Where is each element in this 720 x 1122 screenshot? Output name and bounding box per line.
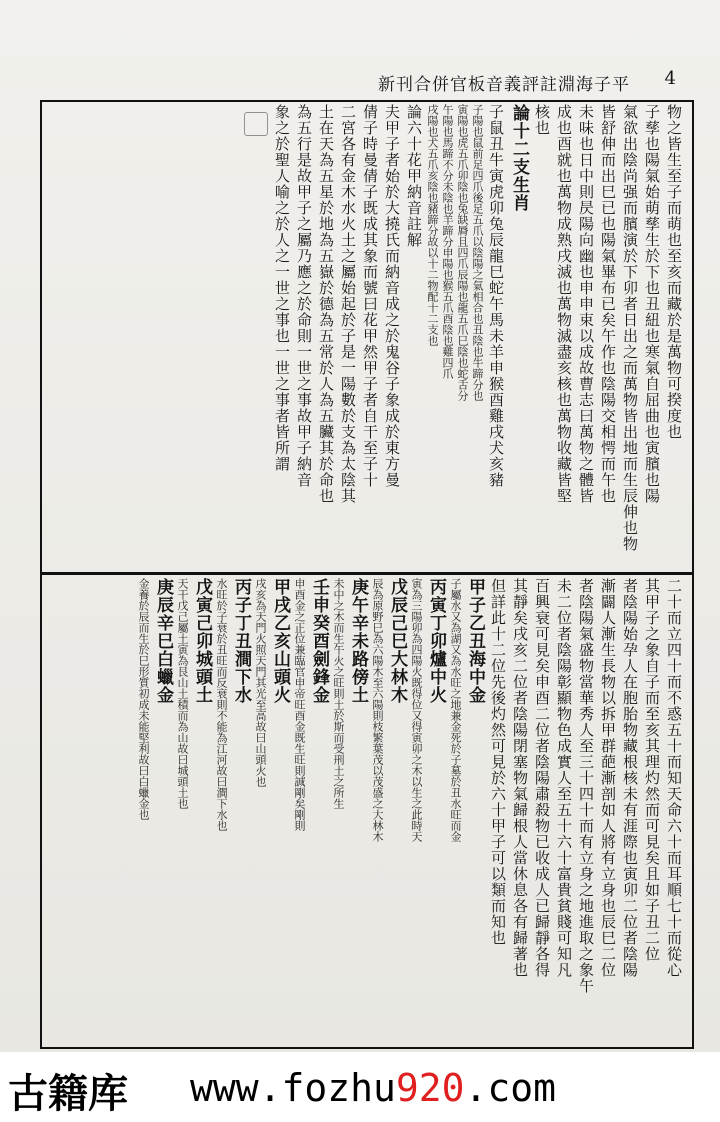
text-column: 甲戌乙亥山頭火	[270, 578, 290, 704]
text-column: 未中之木而生午火之旺則土於斯而受刑土之所生	[332, 578, 345, 809]
section-divider	[42, 572, 692, 575]
text-column: 子屬水又為湖又為水旺之地兼金死於子墓於丑水旺而金	[449, 578, 462, 842]
text-column: 倩子時曼倩子既成其象而號曰花甲然甲子者自干至子十	[361, 104, 379, 488]
text-column: 午陽也馬蹄不分未陰也羊蹄分申陽也猴五爪酉陰也雞四爪	[441, 104, 454, 379]
text-column: 庚午辛未路傍土	[348, 578, 368, 704]
text-column: 夫甲子者始於大撓氏而納音成之於鬼谷子象成於東方曼	[383, 104, 401, 488]
text-column: 天干戊己屬土寅為艮山土積而為山故曰城頭土也	[176, 578, 189, 809]
text-column: 寅陽也虎五爪卯陰也兔缺脣且四爪辰陽也龍五爪巳陰也蛇舌分	[456, 104, 469, 401]
text-column: 論六十花甲納音註解	[405, 104, 423, 248]
page-header	[40, 68, 680, 94]
text-column: 戊辰己巳大林木	[387, 578, 407, 704]
text-column: 百興衰可見矣申酉二位者陰陽肅殺物已收成人已歸靜各得	[533, 578, 551, 978]
site-url-prefix: www.fozhu	[190, 1066, 396, 1110]
bottom-text-panel	[50, 578, 684, 1040]
site-url-number: 920	[395, 1066, 465, 1110]
text-column: 未味也日中則昃陽向幽也申申束以成故曹志曰萬物之體皆	[577, 104, 595, 504]
text-column: 二十而立四十而不惑五十而知天命六十而耳順七十而從心	[665, 578, 683, 978]
text-column: 其甲子之象自子而至亥其理灼然而可見矣且如子丑二位	[643, 578, 661, 962]
text-column: 未二位者陰陽彰顯物色成實人至五十六十富貴貧賤可知凡	[555, 578, 573, 978]
text-column: 為五行是故甲子之屬乃應之於命則一世之事故甲子納音	[295, 104, 313, 488]
text-column: 者陰陽始孕人在胞胎物藏根核未有涯際也寅卯二位者陰陽	[621, 578, 639, 978]
text-column: 申酉金之正位兼臨官申帝旺酉金既生旺則誠剛矣剛則	[293, 578, 306, 831]
text-column: 水旺於子衰於丑旺而反衰則不能為江河故曰澗下水也	[215, 578, 228, 831]
text-column: 二宮各有金木水火土之屬始起於子是一陽數於支為太陰其	[339, 104, 357, 504]
site-url[interactable]	[190, 1066, 556, 1110]
top-text-panel	[50, 104, 684, 566]
page-number: 4	[664, 68, 676, 89]
text-column: 子鼠丑牛寅虎卯兔辰龍巳蛇午馬未羊申猴酉雞戌犬亥豬	[487, 104, 505, 488]
text-column: 成也酉就也萬物成熟戌滅也萬物滅盡亥核也萬物收藏皆堅	[555, 104, 573, 504]
text-column: 金養於辰而生於巳形質初成未能堅利故曰白蠟金也	[137, 578, 150, 820]
text-column: 丙子丁丑澗下水	[231, 578, 251, 704]
text-column: 子孳也陽氣始萌孳生於下也丑紐也寒氣自屈曲也寅臏也陽	[643, 104, 661, 504]
text-column: 論十二支生肖	[509, 104, 529, 212]
text-column: 子陽也鼠前足四爪後足五爪以陰陽之氣相合也丑陰也牛蹄分也	[471, 104, 484, 401]
text-column: 漸闢人漸生長物以拆甲群葩漸剖如人將有立身也辰巳二位	[599, 578, 617, 978]
text-column: 甲子乙丑海中金	[465, 578, 485, 704]
text-column: 丙寅丁卯爐中火	[426, 578, 446, 704]
text-column: 氣欲出陰尚强而臏演於下卯者日出之而萬物皆出地而生辰伸也物	[621, 104, 639, 552]
text-column: 但詳此十二位先後灼然可見於六十甲子可以類而知也	[489, 578, 507, 946]
text-column: 戌亥為天門火照天門其光至高故曰山頭火也	[254, 578, 267, 787]
text-column: 戊寅己卯城頭土	[192, 578, 212, 704]
site-brand: 古籍库	[8, 1071, 128, 1117]
text-column: 戌陽也犬五爪亥陰也豬蹄分故以十二物配十二支也	[426, 104, 439, 346]
site-url-suffix: .com	[464, 1066, 557, 1110]
text-column: 皆舒伸而出巳已也陽氣畢布已矣午作也陰陽交相愕而午也	[599, 104, 617, 504]
text-column: 土在天為五星於地為五嶽於德為五常於人為五臟其於命也	[317, 104, 335, 504]
text-column: 其靜矣戌亥二位者陰陽閉塞物氣歸根人當休息各有歸著也	[511, 578, 529, 978]
text-column: 壬申癸酉劍鋒金	[309, 578, 329, 704]
text-column: 者陰陽氣盛物當華秀人至三十四十而有立身之地進取之象午	[577, 578, 595, 994]
text-column: 辰為原野巳為六陽木至六陽則枝繁葉茂以茂盛之大林木	[371, 578, 384, 842]
text-column: 物之皆生至子而萌也至亥而藏於是萬物可揆度也	[665, 104, 683, 440]
watermark-footer	[0, 1052, 720, 1122]
book-title: 新刊合併官板音義評註淵海子平	[378, 75, 630, 95]
text-column: 象之於聖人喻之於人之一世之事也一世之事者皆所謂	[273, 104, 291, 472]
text-column: 庚辰辛巳白蠟金	[153, 578, 173, 704]
text-column: 寅為三陽卯為四陽火既得位又得寅卯之木以生之此時天	[410, 578, 423, 842]
text-column: 核也	[533, 104, 551, 136]
